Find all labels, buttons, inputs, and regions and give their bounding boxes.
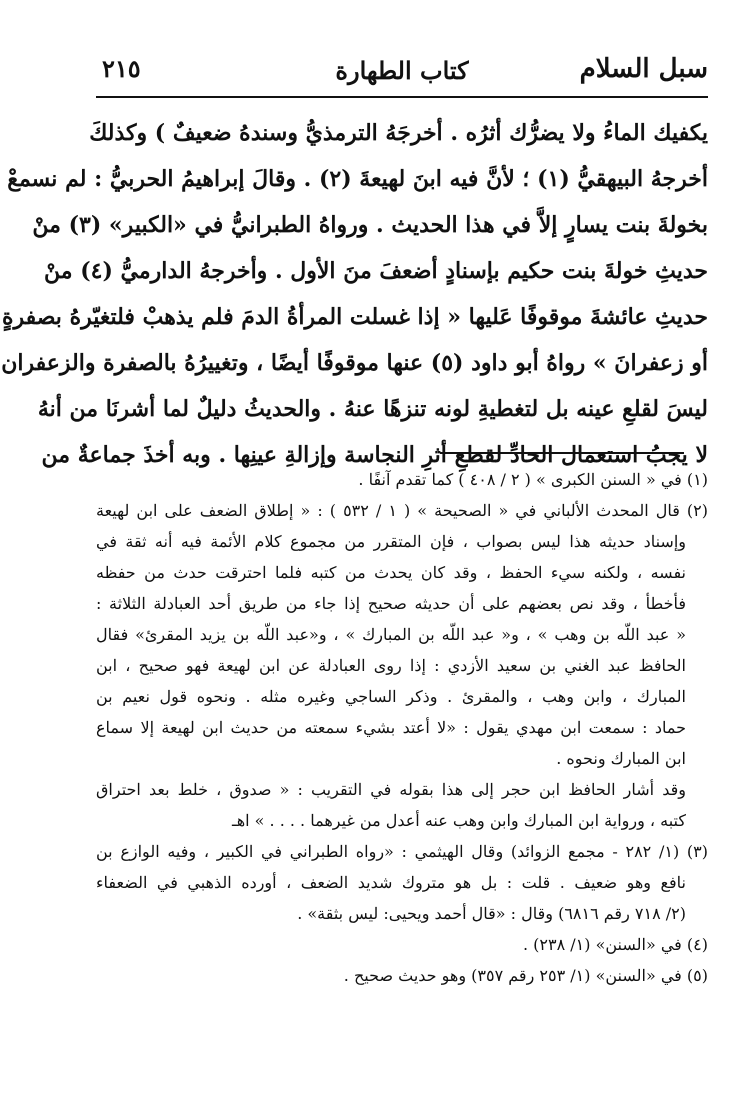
footnote-line: (٤) في «السنن» (١/ ٢٣٨) . [522, 935, 708, 954]
footnote-line: كتبه ، ورواية ابن المبارك وابن وهب عنه أعدل من غيرهما . . . . » اهـ [232, 811, 686, 830]
footnote-line: (٥) في «السنن» (١/ ٢٥٣ رقم ٣٥٧) وهو حديث صحيح . [343, 966, 708, 985]
footnote-line: وإسناد حديثه هذا ليس بصواب ، فإن المتقرر من مجموع كلام الأئمة فيه أنه ثقة في [96, 532, 686, 551]
footnote-1 [96, 464, 708, 495]
text-line: حديثِ خولةَ بنت حكيم بإسنادٍ أضعفَ منَ الأول . وأخرجهُ الدارميُّ (٤) منْ [44, 258, 708, 284]
footnote-line: حماد : سمعت ابن مهدي يقول : «لا أعتد بشيء سمعته من حديث ابن لهيعة إلا سماع [96, 718, 686, 737]
text-line: لا يجبُ استعمال الحادِّ لقطعِ أثرِ النجاسة وإزالةِ عينِها . وبه أخذَ جماعةٌ من [41, 442, 708, 468]
footnote-5 [96, 960, 708, 991]
footnote-divider [440, 452, 684, 454]
text-line: يكفيك الماءُ ولا يضرُّك أثرُه . أخرجَهُ الترمذيُّ وسندهُ ضعيفٌ ) وكذلكَ [89, 120, 708, 146]
page-header [96, 48, 708, 98]
footnote-2 [96, 495, 708, 836]
footnote-line: الحافظ عبد الغني بن سعيد الأزدي : إذا روى العبادلة عن ابن لهيعة فهو صحيح ، ابن [96, 656, 686, 675]
footnote-line: (٣) (١/ ٢٨٢ - مجمع الزوائد) وقال الهيثمي : «رواه الطبراني في الكبير ، وفيه الوازع بن [96, 842, 709, 861]
footnote-4 [96, 929, 708, 960]
footnote-line: (٢) قال المحدث الألباني في « الصحيحة » ( ١ / ٥٣٢ ) : « إطلاق الضعف على ابن لهيعة [96, 501, 709, 520]
footnote-line: نافع وهو ضعيف . قلت : بل هو متروك شديد الضعف ، أورده الذهبي في الضعفاء [96, 873, 686, 892]
footnote-line: فأخطأ ، وقد نص بعضهم على أن حديثه صحيح إذا جاء من طريق أحد العبادلة الثلاثة : [96, 594, 686, 613]
chapter-title: كتاب الطهارة [335, 56, 469, 85]
text-line: أخرجهُ البيهقيُّ (١) ؛ لأنَّ فيه ابنَ لهيعةَ (٢) . وقالَ إبراهيمُ الحربيُّ : لم نسمعْ [7, 166, 708, 192]
page-number: ٢١٥ [102, 54, 141, 83]
main-text [1, 110, 708, 478]
footnote-line: ابن المبارك ونحوه . [556, 749, 686, 768]
footnote-line: (٢/ ٧١٨ رقم ٦٨١٦) وقال : «قال أحمد ويحيى: ليس بثقة» . [297, 904, 686, 923]
text-line: حديثِ عائشةَ موقوفًا عَليها « إذا غسلت المرأةُ الدمَ فلم يذهبْ فلتغيّرهُ بصفرةٍ [1, 304, 708, 330]
text-line: بخولةَ بنت يسارٍ إلاَّ في هذا الحديث . ورواهُ الطبرانيُّ في «الكبير» (٣) منْ [32, 212, 708, 238]
footnote-line: (١) في « السنن الكبرى » ( ٢ / ٤٠٨ ) كما تقدم آنفًا . [358, 470, 708, 489]
footnote-line: المبارك ، وابن وهب ، والمقرئ . وذكر الساجي وغيره مثله . ونحوه قول نعيم بن [96, 687, 686, 706]
footnote-line: « عبد اللّه بن وهب » ، و« عبد اللّه بن المبارك » ، و«عبد اللّه بن يزيد المقرئ» فقال [96, 625, 686, 644]
book-title: سبل السلام [579, 54, 708, 84]
footnote-line: نفسه ، ولكنه سيء الحفظ ، وقد كان يحدث من كتبه فلما احترقت حدث من حفظه [96, 563, 686, 582]
text-line: ليسَ لقلعِ عينه بل لتغطيةِ لونه تنزهًا عنهُ . والحديثُ دليلٌ لما أشرنَا من أنهُ [37, 396, 708, 422]
text-line: أو زعفرانَ » رواهُ أبو داود (٥) عنها موقوفًا أيضًا ، وتغييرُهُ بالصفرة والزعفران [1, 350, 708, 376]
footnote-3 [96, 836, 708, 929]
footnote-line: وقد أشار الحافظ ابن حجر إلى هذا بقوله في التقريب : « صدوق ، خلط بعد احتراق [96, 780, 686, 799]
footnotes [96, 464, 708, 991]
